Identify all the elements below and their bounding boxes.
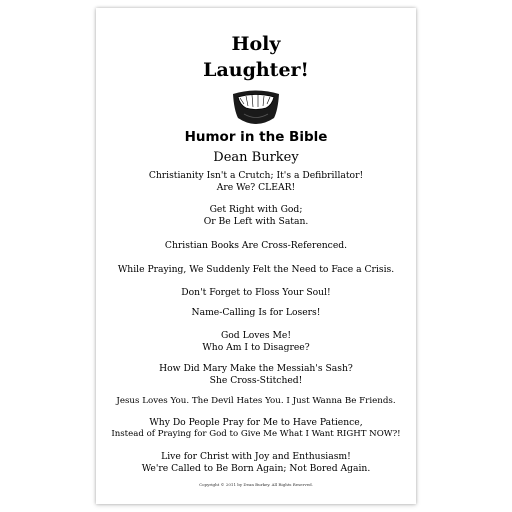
joke-line: Christian Books Are Cross-Referenced. <box>164 240 348 251</box>
joke-item <box>96 363 416 386</box>
joke-line: Name-Calling Is for Losers! <box>191 307 321 318</box>
joke-item <box>96 264 416 276</box>
joke-line: Are We? CLEAR! <box>216 181 296 193</box>
copyright: Copyright © 2011 by Dean Burkey. All Rights Reserved. <box>199 482 313 487</box>
joke-item <box>96 240 416 252</box>
joke-line: She Cross-Stitched! <box>209 374 303 386</box>
joke-item <box>96 287 416 299</box>
joke-line: We're Called to Be Born Again; Not Bored Again. <box>141 462 371 474</box>
joke-line: Jesus Loves You. The Devil Hates You. I Just Wanna Be Friends. <box>116 396 396 406</box>
joke-item <box>96 307 416 319</box>
joke-line: Who Am I to Disagree? <box>202 341 310 353</box>
joke-item <box>96 451 416 474</box>
joke-line: Why Do People Pray for Me to Have Patience, <box>149 417 363 428</box>
joke-line: How Did Mary Make the Messiah's Sash? <box>159 363 353 374</box>
joke-item <box>96 204 416 227</box>
joke-line: While Praying, We Suddenly Felt the Need to Face a Crisis. <box>117 264 395 275</box>
laughing-mouth-icon <box>230 88 282 128</box>
joke-line: Instead of Praying for God to Give Me What I Want RIGHT NOW?! <box>111 428 401 439</box>
joke-item <box>96 170 416 193</box>
poster-page <box>96 8 416 504</box>
joke-line: Don't Forget to Floss Your Soul! <box>181 287 331 298</box>
joke-line: Live for Christ with Joy and Enthusiasm! <box>161 451 351 462</box>
author: Dean Burkey <box>213 150 299 165</box>
subtitle: Humor in the Bible <box>184 129 328 145</box>
joke-line: Get Right with God; <box>209 204 303 215</box>
title-line-2: Laughter! <box>203 59 309 81</box>
joke-item <box>96 330 416 353</box>
title-line-1: Holy <box>231 33 281 55</box>
joke-item <box>96 417 416 440</box>
joke-line: God Loves Me! <box>220 330 292 341</box>
joke-item <box>96 396 416 408</box>
joke-line: Or Be Left with Satan. <box>203 215 309 227</box>
joke-line: Christianity Isn't a Crutch; It's a Defibrillator! <box>148 170 364 181</box>
